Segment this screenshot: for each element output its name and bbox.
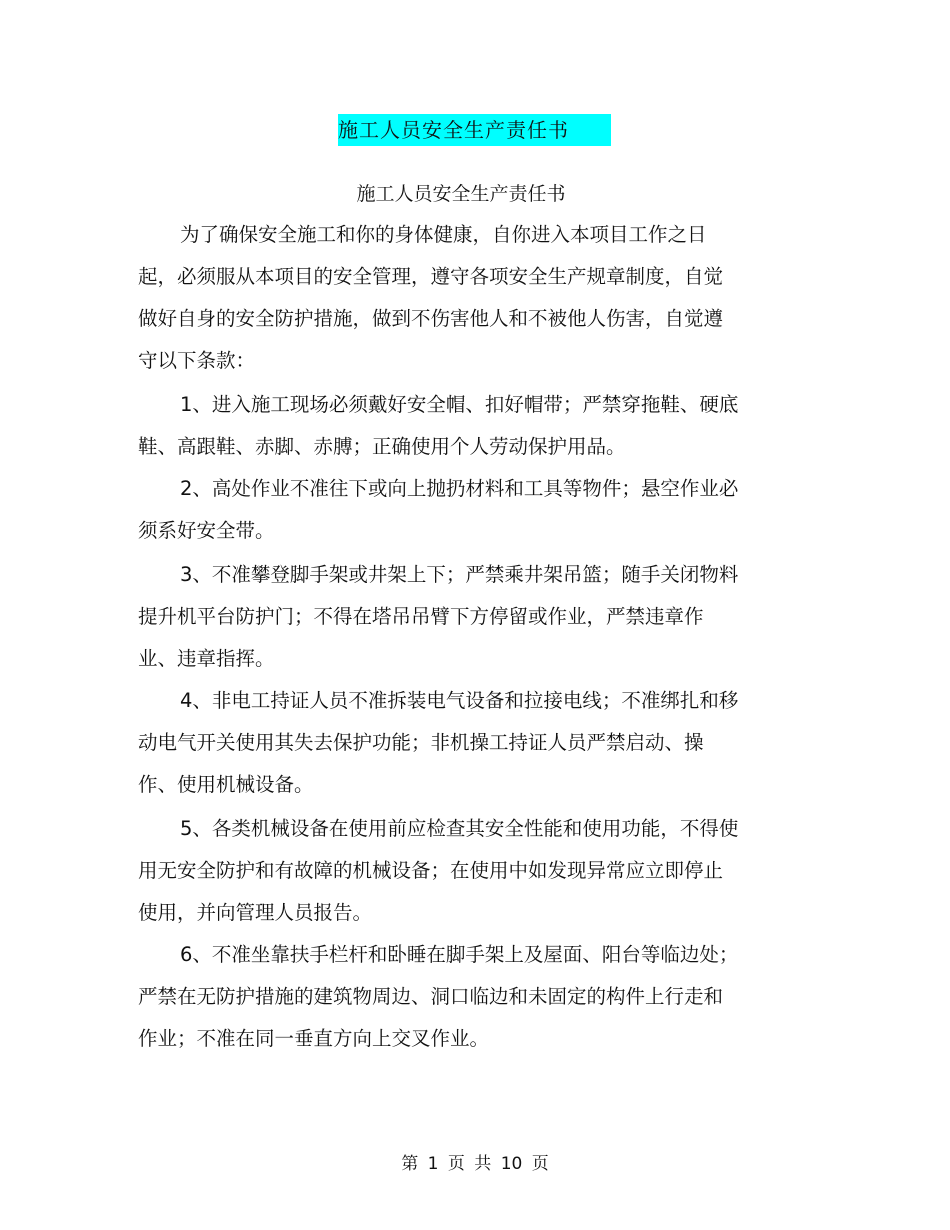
body-line: 6、不准坐靠扶手栏杆和卧睡在脚手架上及屋面、阳台等临边处； — [180, 943, 739, 966]
body-line: 严禁在无防护措施的建筑物周边、洞口临边和未固定的构件上行走和 — [138, 985, 724, 1008]
body-line: 鞋、高跟鞋、赤脚、赤膊；正确使用个人劳动保护用品。 — [138, 435, 626, 458]
body-line: 业、违章指挥。 — [138, 647, 275, 670]
body-line: 须系好安全带。 — [138, 519, 275, 542]
page-footer: 第 1 页 共 10 页 — [401, 1154, 549, 1174]
header-title: 施工人员安全生产责任书 — [338, 118, 569, 142]
body-line: 使用，并向管理人员报告。 — [138, 901, 373, 924]
body-line: 守以下条款： — [138, 349, 256, 372]
document-title: 施工人员安全生产责任书 — [356, 183, 566, 205]
body-line: 做好自身的安全防护措施，做到不伤害他人和不被他人伤害，自觉遵 — [138, 307, 724, 330]
body-line: 作、使用机械设备。 — [138, 773, 314, 796]
body-line: 3、不准攀登脚手架或井架上下；严禁乘井架吊篮；随手关闭物料 — [180, 563, 739, 586]
body-line: 为了确保安全施工和你的身体健康，自你进入本项目工作之日 — [180, 223, 707, 246]
body-line: 起，必须服从本项目的安全管理，遵守各项安全生产规章制度，自觉 — [138, 265, 724, 288]
body-line: 4、非电工持证人员不准拆装电气设备和拉接电线；不准绑扎和移 — [180, 689, 739, 712]
body-line: 2、高处作业不准往下或向上抛扔材料和工具等物件；悬空作业必 — [180, 477, 739, 500]
body-line: 提升机平台防护门；不得在塔吊吊臂下方停留或作业，严禁违章作 — [138, 605, 704, 628]
body-line: 作业；不准在同一垂直方向上交叉作业。 — [138, 1027, 490, 1050]
body-line: 5、各类机械设备在使用前应检查其安全性能和使用功能，不得使 — [180, 817, 739, 840]
body-line: 用无安全防护和有故障的机械设备；在使用中如发现异常应立即停止 — [138, 859, 724, 882]
body-line: 1、进入施工现场必须戴好安全帽、扣好帽带；严禁穿拖鞋、硬底 — [180, 393, 739, 416]
body-line: 动电气开关使用其失去保护功能；非机操工持证人员严禁启动、操 — [138, 731, 704, 754]
